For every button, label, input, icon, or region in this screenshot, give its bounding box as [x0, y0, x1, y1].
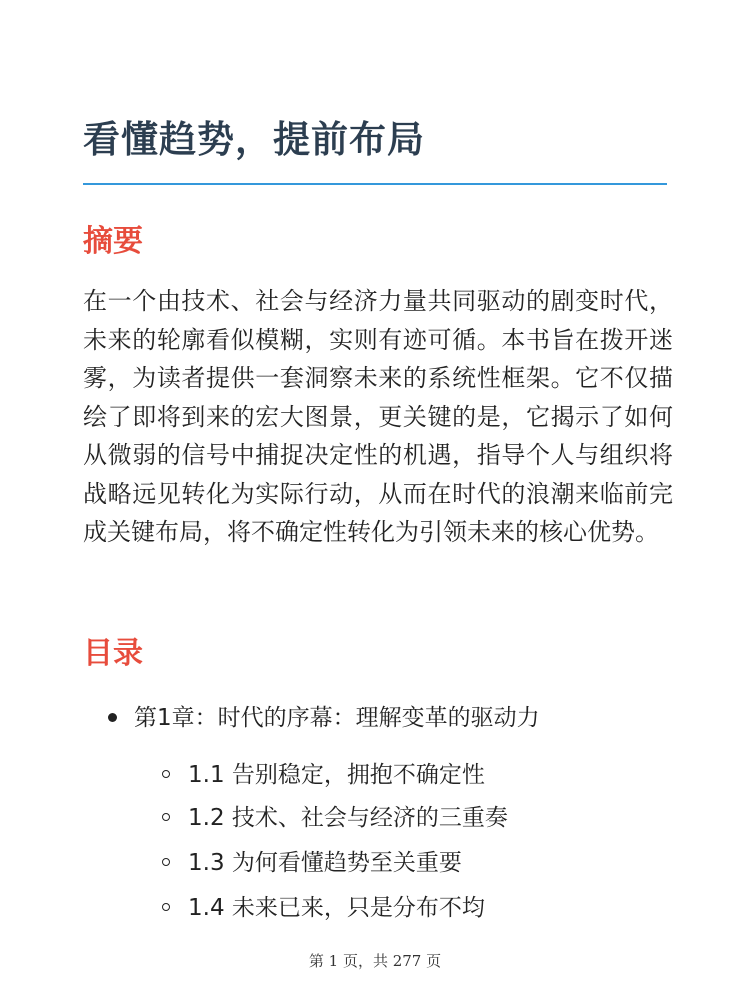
summary-heading: 摘要	[83, 224, 143, 259]
toc-heading: 目录	[83, 636, 143, 671]
bullet-circle-icon	[162, 770, 170, 778]
title-divider	[83, 183, 667, 185]
toc-section-label: 1.4 未来已来，只是分布不均	[188, 895, 485, 921]
toc-section-label: 1.2 技术、社会与经济的三重奏	[188, 805, 508, 831]
bullet-circle-icon	[162, 858, 170, 866]
bullet-circle-icon	[162, 903, 170, 911]
summary-paragraph: 在一个由技术、社会与经济力量共同驱动的剧变时代，未来的轮廓看似模糊，实则有迹可循。本书旨在拨开迷雾，为读者提供一套洞察未来的系统性框架。它不仅描绘了即将到来的宏大图景，更关键的是，它揭示了如何从微弱的信号中捕捉决定性的机遇，指导个人与组织将战略远见转化为实际行动，从而在时代的浪潮来临前完成关键布局，将不确定性转化为引领未来的核心优势。	[83, 287, 673, 546]
page-indicator: 第 1 页，共 277 页	[308, 952, 442, 970]
document-title: 看懂趋势，提前布局	[83, 118, 425, 161]
toc-section-label: 1.3 为何看懂趋势至关重要	[188, 850, 462, 876]
toc-section-label: 1.1 告别稳定，拥抱不确定性	[188, 762, 485, 788]
bullet-disc-icon	[108, 713, 117, 722]
bullet-circle-icon	[162, 813, 170, 821]
toc-chapter-label: 第1章：时代的序幕：理解变革的驱动力	[134, 705, 540, 731]
